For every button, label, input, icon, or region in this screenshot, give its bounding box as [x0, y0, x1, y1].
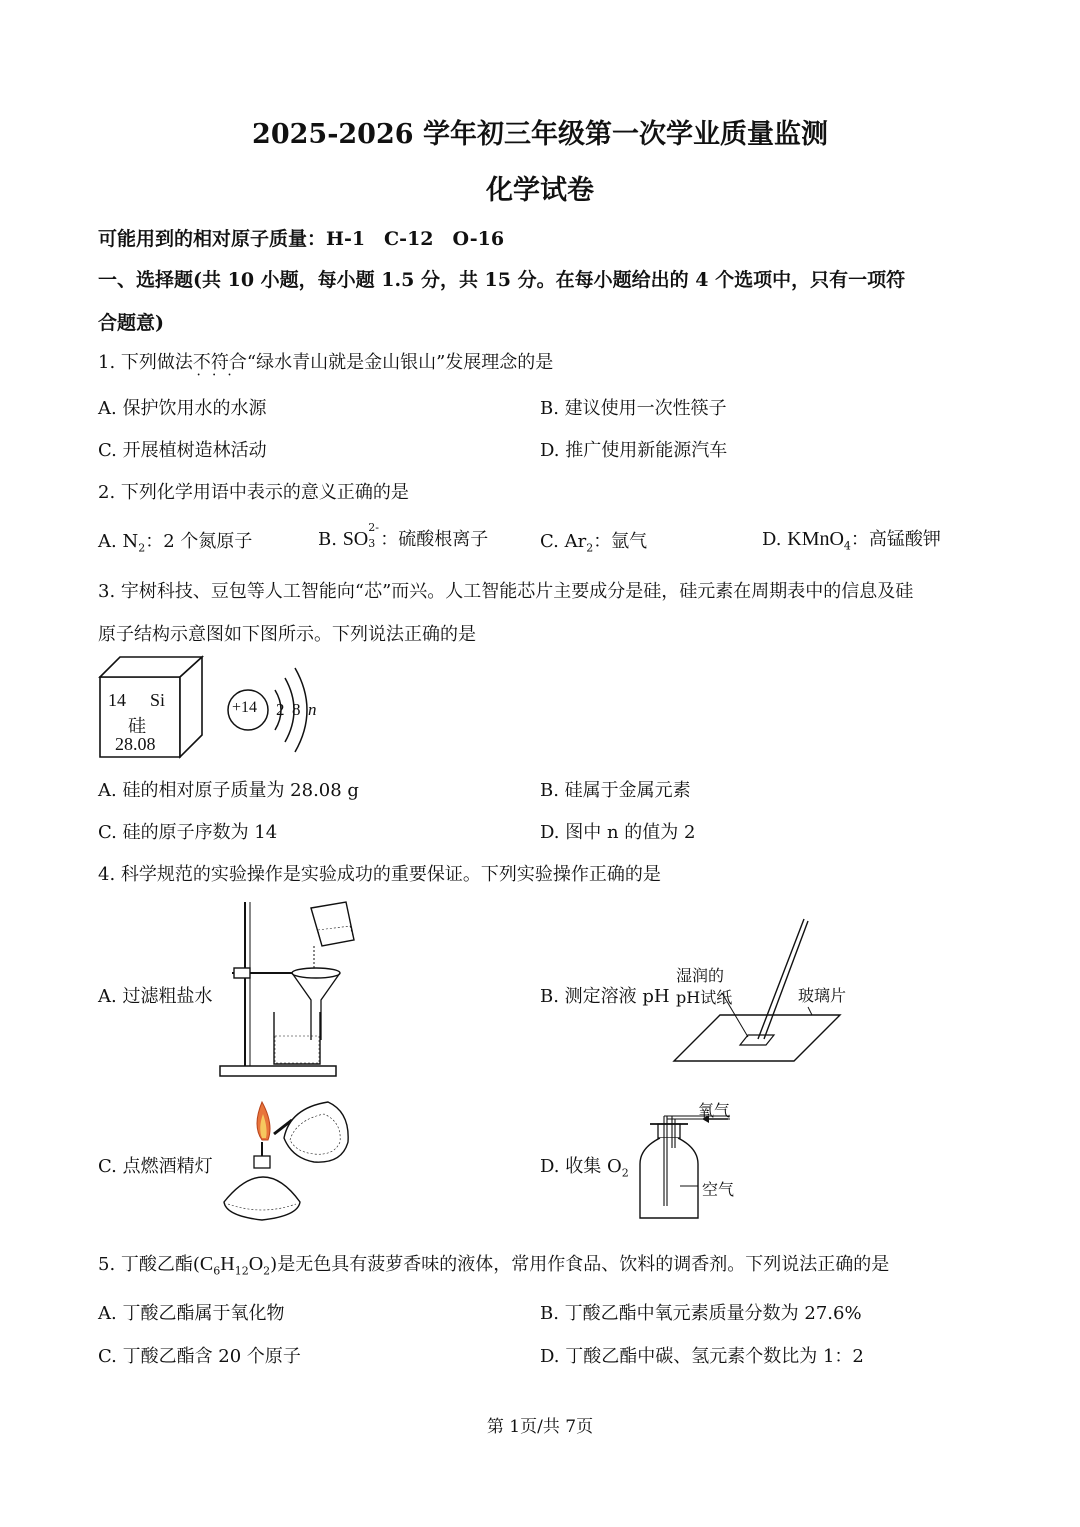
q1-stem-pre: 1. 下列做法: [98, 352, 193, 373]
atom-shell-2: 8: [292, 700, 301, 719]
q5-f2: H: [220, 1253, 235, 1275]
q1-option-d[interactable]: D. 推广使用新能源汽车: [540, 440, 728, 461]
section-header-line2: 合题意): [98, 312, 164, 334]
q5-option-a[interactable]: A. 丁酸乙酯属于氧化物: [98, 1303, 285, 1324]
q5-f3: O: [248, 1253, 264, 1275]
q1-stem-post: “绿水青山就是金山银山”发展理念的是: [246, 352, 554, 373]
q1-option-c[interactable]: C. 开展植树造林活动: [98, 440, 267, 461]
q5-option-b[interactable]: B. 丁酸乙酯中氧元素质量分数为 27.6%: [540, 1303, 862, 1324]
q2-option-c[interactable]: [540, 527, 647, 555]
q4-option-a[interactable]: A. 过滤粗盐水: [98, 986, 213, 1007]
q2-option-b[interactable]: [318, 521, 489, 551]
q2-option-a[interactable]: [98, 527, 252, 555]
q1-option-a[interactable]: A. 保护饮用水的水源: [98, 398, 267, 419]
question-2-stem: 2. 下列化学用语中表示的意义正确的是: [98, 482, 409, 503]
q2-d-sub: 4: [843, 539, 851, 553]
atomic-mass-note: 可能用到的相对原子质量：H-1 C-12 O-16: [98, 228, 505, 250]
gas-label-air: 空气: [702, 1180, 735, 1199]
q2-a-post: ：2 个氮原子: [145, 531, 253, 552]
q5-post: )是无色具有菠萝香味的液体，常用作食品、饮料的调香剂。下列说法正确的是: [270, 1254, 890, 1275]
q2-c-sub: 2: [586, 541, 594, 555]
question-1-stem: [98, 348, 553, 374]
q2-a-sub: 2: [138, 541, 146, 555]
question-3-line2: 原子结构示意图如下图所示。下列说法正确的是: [98, 624, 476, 645]
atom-nucleus-charge: +14: [232, 699, 258, 716]
page-footer: 第 1页/共 7页: [486, 1417, 594, 1437]
q1-option-b[interactable]: B. 建议使用一次性筷子: [540, 398, 727, 419]
q2-b-pre: B.: [318, 529, 337, 550]
alcohol-lamp-figure: [218, 1098, 358, 1222]
exam-subtitle: 化学试卷: [486, 175, 594, 206]
question-3-line1: 3. 宇树科技、豆包等人工智能向“芯”而兴。人工智能芯片主要成分是硅，硅元素在周期表中的信息及硅: [98, 581, 914, 602]
q2-b-post: ：硫酸根离子: [380, 529, 489, 550]
q4-option-c[interactable]: C. 点燃酒精灯: [98, 1156, 213, 1177]
filtration-apparatus-figure: [218, 900, 368, 1082]
q5-s2: 12: [234, 1264, 249, 1278]
ph-label-wet: 湿润的: [676, 966, 725, 985]
question-4-stem: 4. 科学规范的实验操作是实验成功的重要保证。下列实验操作正确的是: [98, 864, 661, 885]
element-atomic-number: 14: [108, 690, 126, 710]
q3-option-c[interactable]: C. 硅的原子序数为 14: [98, 822, 278, 843]
q4-d-sub: 2: [621, 1166, 629, 1180]
element-mass: 28.08: [115, 734, 156, 754]
q2-d-formula: KMnO: [787, 528, 844, 550]
q4-option-b[interactable]: B. 测定溶液 pH: [540, 986, 670, 1007]
q2-a-pre: A. N: [98, 531, 139, 552]
q3-option-a[interactable]: A. 硅的相对原子质量为 28.08 g: [98, 780, 359, 801]
q5-s1: 6: [213, 1264, 221, 1278]
q1-stem-emphasis: 不符合 • • •: [193, 352, 247, 373]
gas-label-oxygen: 氧气: [698, 1101, 731, 1120]
q5-option-c[interactable]: C. 丁酸乙酯含 20 个原子: [98, 1346, 301, 1367]
element-symbol: Si: [150, 690, 166, 710]
q5-s3: 2: [263, 1264, 271, 1278]
q2-c-pre: C. Ar: [540, 531, 587, 552]
q5-option-d[interactable]: D. 丁酸乙酯中碳、氢元素个数比为 1：2: [540, 1346, 864, 1367]
atom-shell-1: 2: [276, 700, 285, 719]
q4-d-pre: D. 收集 O: [540, 1156, 622, 1177]
ph-label-paper: pH试纸: [676, 988, 733, 1007]
q2-c-post: ：氩气: [593, 531, 648, 552]
q2-d-post: ：高锰酸钾: [850, 529, 941, 550]
atom-shell-3: n: [308, 700, 317, 719]
q3-option-d[interactable]: D. 图中 n 的值为 2: [540, 822, 696, 843]
q2-b-sub: 3: [368, 537, 376, 550]
q2-b-sup: 2-: [368, 521, 379, 534]
element-name: 硅: [128, 716, 146, 737]
q3-option-b[interactable]: B. 硅属于金属元素: [540, 780, 691, 801]
question-5-stem: [98, 1250, 889, 1278]
exam-title: 2025-2026 学年初三年级第一次学业质量监测: [252, 119, 828, 150]
q2-d-pre: D.: [762, 529, 782, 550]
q2-b-formula: SO: [342, 528, 369, 550]
q2-option-d[interactable]: [762, 525, 941, 553]
q5-f1: C: [199, 1253, 214, 1275]
q4-option-d[interactable]: [540, 1152, 629, 1180]
q2-b-scripts: [368, 521, 380, 550]
section-header-line1: 一、选择题(共 10 小题，每小题 1.5 分，共 15 分。在每小题给出的 4 个选项中，只有一项符: [98, 269, 906, 291]
ph-label-glass: 玻璃片: [798, 986, 847, 1005]
q5-pre: 5. 丁酸乙酯(: [98, 1254, 200, 1275]
